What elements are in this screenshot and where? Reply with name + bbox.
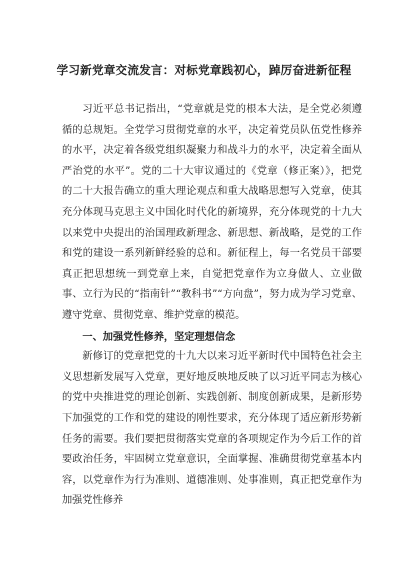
section-paragraph: 新修订的党章把党的十九大以来习近平新时代中国特色社会主义思想新发展写入党章，更好地反映地反映了以习近平同志为核心的党中央推进党的理论创新、实践创新、制度创新成果，是新形势下加强党的工作和党的建设的刚性要求，充分体现了适应新形势新任务的需要。我们要把贯彻落实党章的各项规定作为今后工作的首要政治任务，牢固树立党章意识，全面掌握、准确贯彻党章基本内容，以党章作为行为准则、道德准则、处事准则，真正把党章作为加强党性修养 [62, 351, 362, 507]
section-heading: 一、加强党性修养，坚定理想信念 [82, 330, 236, 343]
document-title: 学习新党章交流发言：对标党章践初心，踔厉奋进新征程 [56, 63, 352, 77]
intro-paragraph: 习近平总书记指出，“党章就是党的根本大法，是全党必须遵循的总规矩。全党学习贯彻党章的水平，决定着党员队伍党性修养的水平，决定着各级党组织凝聚力和战斗力的水平，决定着全面从严治党的水平”。党的二十大审议通过的《党章（修正案）》，把党的二十大报告确立的重大理论观点和重大战略思想写入党章，使其充分体现马克思主义中国化时代化的新境界，充分体现党的十九大以来党中央提出的治国理政新理念、新思想、新战略，是党的工作和党的建设一系列新鲜经验的总和。新征程上，每一名党员干部要真正把思想统一到党章上来，自觉把党章作为立身做人、立业做事、立行为民的“指南针”“教科书”“方向盘”，努力成为学习党章、遵守党章、贯彻党章、维护党章的模范。 [62, 104, 362, 321]
document-body [62, 100, 362, 512]
